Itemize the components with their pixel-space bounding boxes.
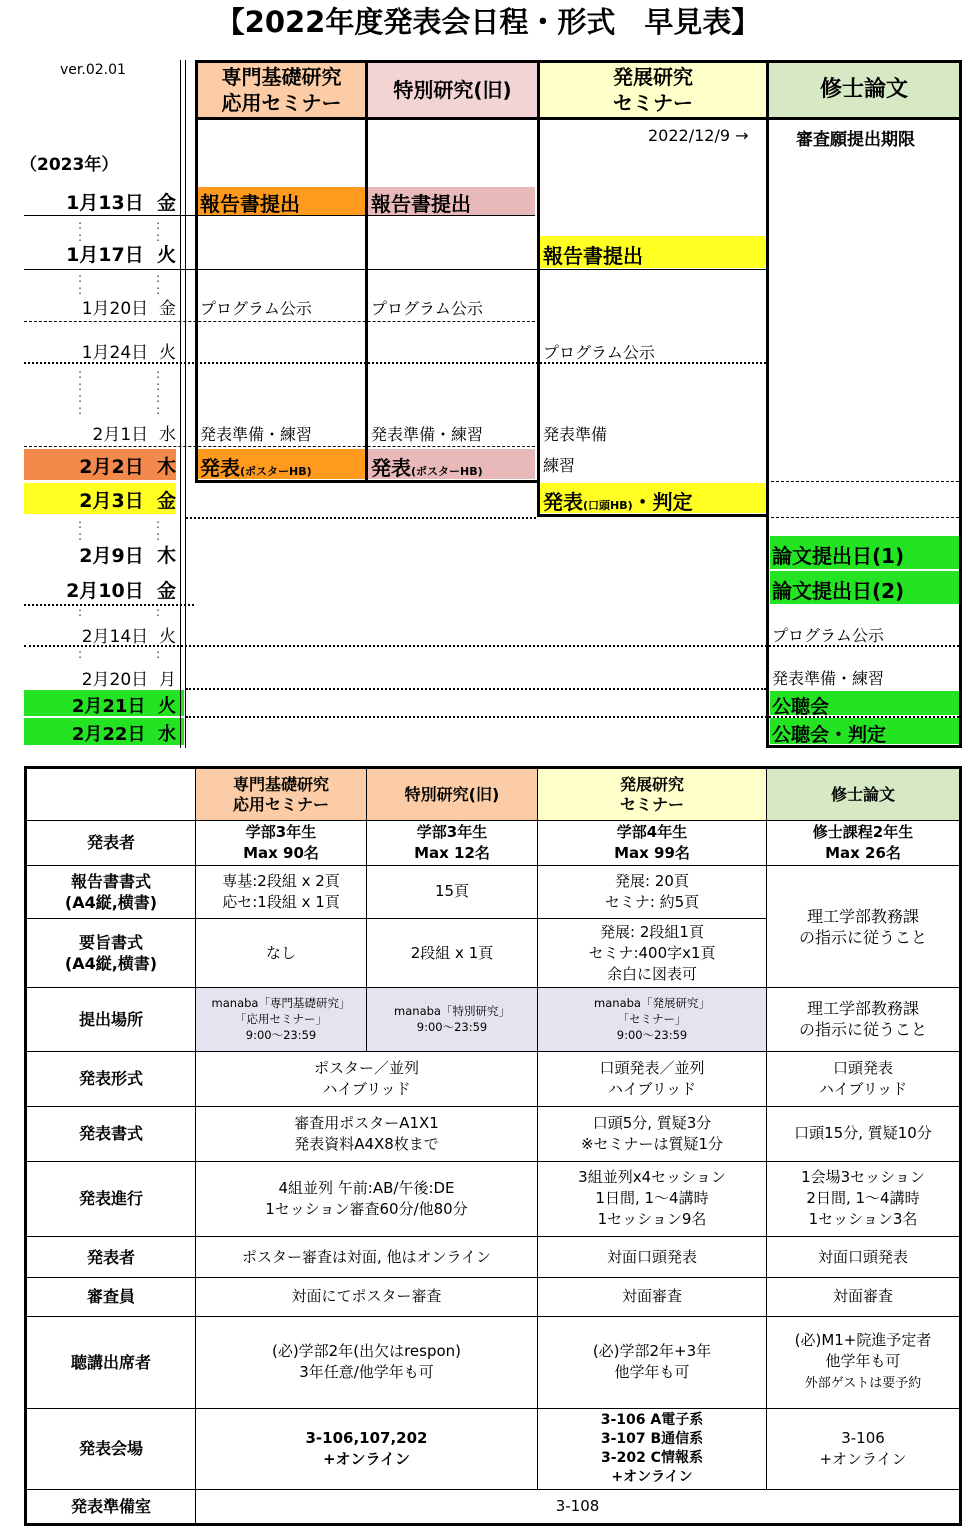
col2-report: 報告書提出 xyxy=(371,192,471,216)
row-label-presenter-mode: 発表者 xyxy=(26,1237,196,1278)
row-line xyxy=(186,688,766,690)
row-label-presentation-style: 発表形式 xyxy=(26,1051,196,1106)
row-line xyxy=(24,321,535,322)
cell: 発展: 2段組1頁 セミナ:400字x1頁 余白に図表可 xyxy=(538,918,767,987)
row-line xyxy=(766,517,959,518)
col3-program: プログラム公示 xyxy=(543,343,655,362)
table-corner xyxy=(26,768,196,821)
cell: 3-106 +オンライン xyxy=(767,1408,961,1490)
row-line xyxy=(24,269,766,270)
cell: 1会場3セッション 2日間, 1～4講時 1セッション3名 xyxy=(767,1161,961,1236)
row-label-report-format: 報告書書式 (A4縦,横書) xyxy=(26,865,196,918)
gap-dots: : : xyxy=(156,517,161,543)
cell: 4組並列 午前:AB/午後:DE 1セッション審査60分/他80分 xyxy=(196,1161,538,1236)
row-label-progress: 発表進行 xyxy=(26,1161,196,1236)
cell: 学部4年生 Max 99名 xyxy=(538,821,767,866)
row-label-abstract-format: 要旨書式 (A4縦,横書) xyxy=(26,918,196,987)
date-feb1: 2月1日 水 xyxy=(92,425,176,445)
schedule-header-col2: 特別研究(旧) xyxy=(365,60,540,120)
cell: 口頭発表／並列 ハイブリッド xyxy=(538,1051,767,1106)
row-line xyxy=(24,604,194,606)
cell: (必)M1+院進予定者 他学年も可 外部ゲストは要予約 xyxy=(767,1316,961,1408)
col4-public-hearing-judge: 公聴会・判定 xyxy=(772,724,887,746)
cell: 口頭5分, 質疑3分 ※セミナーは質疑1分 xyxy=(538,1106,767,1161)
col2-prep: 発表準備・練習 xyxy=(371,425,484,444)
cell: 口頭15分, 質疑10分 xyxy=(767,1106,961,1161)
cell: manaba「特別研究」 9:00～23:59 xyxy=(367,988,538,1051)
cell: 学部3年生 Max 90名 xyxy=(196,821,367,866)
col1-present: 発表(ポスターHB) xyxy=(200,456,312,480)
cell: ポスター／並列 ハイブリッド xyxy=(196,1051,538,1106)
col3-practice: 練習 xyxy=(543,456,576,475)
cell: 理工学部教務課 の指示に従うこと xyxy=(767,988,961,1051)
col3-report: 報告書提出 xyxy=(543,244,643,268)
cell: (必)学部2年(出欠はrespon) 3年任意/他学年も可 xyxy=(196,1316,538,1408)
col4-left-border xyxy=(766,118,769,748)
gap-dots: : : xyxy=(78,271,83,297)
schedule-header-col4: 修士論文 xyxy=(766,60,962,120)
table-header-col4: 修士論文 xyxy=(767,768,961,821)
cell: 学部3年生 Max 12名 xyxy=(367,821,538,866)
col3-start-marker: 2022/12/9 → xyxy=(648,126,749,145)
cell: 対面審査 xyxy=(538,1278,767,1317)
row-label-audience: 聴講出席者 xyxy=(26,1316,196,1408)
year-label: （2023年） xyxy=(20,155,119,175)
table-header-col2: 特別研究(旧) xyxy=(367,768,538,821)
gap-dots: : xyxy=(78,647,83,661)
schedule-header-col3: 発展研究 セミナー xyxy=(537,60,769,120)
gap-dots: : : xyxy=(156,218,161,244)
col4-thesis1: 論文提出日(1) xyxy=(772,544,905,568)
date-feb2: 2月2日 木 xyxy=(79,456,176,478)
version-label: ver.02.01 xyxy=(60,62,126,78)
date-feb21: 2月21日 火 xyxy=(71,696,176,717)
table-header-col3: 発展研究 セミナー xyxy=(538,768,767,821)
cell: 3-106 A電子系 3-107 B通信系 3-202 C情報系 +オンライン xyxy=(538,1408,767,1490)
row-label-presenter: 発表者 xyxy=(26,821,196,866)
date-jan13: 1月13日 金 xyxy=(66,192,176,214)
cell: 対面審査 xyxy=(767,1278,961,1317)
col4-deadline-label: 審査願提出期限 xyxy=(796,130,915,150)
cell: なし xyxy=(196,918,367,987)
gap-dots: : xyxy=(156,647,161,661)
row-label-prep-room: 発表準備室 xyxy=(26,1490,196,1525)
cell: 3-106,107,202 +オンライン xyxy=(196,1408,538,1490)
page-title: 【2022年度発表会日程・形式 早見表】 xyxy=(215,5,761,39)
col1-program: プログラム公示 xyxy=(200,299,312,318)
cell: manaba「専門基礎研究」 「応用セミナー」 9:00～23:59 xyxy=(196,988,367,1051)
cell: 15頁 xyxy=(367,865,538,918)
cell: 修士課程2年生 Max 26名 xyxy=(767,821,961,866)
col4-program: プログラム公示 xyxy=(772,626,884,645)
cell: 専基:2段組 x 2頁 応セ:1段組 x 1頁 xyxy=(196,865,367,918)
date-jan17: 1月17日 火 xyxy=(66,244,176,266)
col3-present: 発表(口頭HB)・判定 xyxy=(543,490,693,514)
col3-prep: 発表準備 xyxy=(543,425,608,444)
date-feb14: 2月14日 火 xyxy=(81,627,176,647)
schedule-header-col1: 専門基礎研究 応用セミナー xyxy=(195,60,368,120)
cell: manaba「発展研究」 「セミナー」 9:00～23:59 xyxy=(538,988,767,1051)
cell: 理工学部教務課 の指示に従うこと xyxy=(767,865,961,987)
gap-dots: : : : : xyxy=(78,367,83,417)
gap-dots: : : xyxy=(156,271,161,297)
date-feb22: 2月22日 水 xyxy=(71,724,176,745)
row-label-examiner: 審査員 xyxy=(26,1278,196,1317)
col4-public-hearing: 公聴会 xyxy=(772,696,830,718)
row-line xyxy=(766,481,959,482)
cell: 2段組 x 1頁 xyxy=(367,918,538,987)
col2-present: 発表(ポスターHB) xyxy=(371,456,483,480)
date-jan20: 1月20日 金 xyxy=(81,299,176,319)
cell: (必)学部2年+3年 他学年も可 xyxy=(538,1316,767,1408)
gap-dots: : xyxy=(156,605,161,619)
row-label-venue: 発表会場 xyxy=(26,1408,196,1490)
cell: 3-108 xyxy=(196,1490,961,1525)
cell: 対面にてポスター審査 xyxy=(196,1278,538,1317)
col4-thesis2: 論文提出日(2) xyxy=(772,579,905,603)
cell: 対面口頭発表 xyxy=(538,1237,767,1278)
row-line xyxy=(186,517,536,519)
gap-dots: : xyxy=(78,605,83,619)
date-feb10: 2月10日 金 xyxy=(66,580,176,602)
row-line xyxy=(186,716,959,718)
cell: 口頭発表 ハイブリッド xyxy=(767,1051,961,1106)
cell: 対面口頭発表 xyxy=(767,1237,961,1278)
col4-right-border xyxy=(959,118,962,748)
table-header-col1: 専門基礎研究 応用セミナー xyxy=(196,768,367,821)
date-feb3: 2月3日 金 xyxy=(79,490,176,512)
cell: ポスター審査は対面, 他はオンライン xyxy=(196,1237,538,1278)
cell: 発展: 20頁 セミナ: 約5頁 xyxy=(538,865,767,918)
gap-dots: : : xyxy=(78,517,83,543)
date-feb20: 2月20日 月 xyxy=(81,670,176,690)
cell: 審査用ポスターA1X1 発表資料A4X8枚まで xyxy=(196,1106,538,1161)
col1-prep: 発表準備・練習 xyxy=(200,425,313,444)
row-label-presentation-format: 発表書式 xyxy=(26,1106,196,1161)
date-jan24: 1月24日 火 xyxy=(81,343,176,363)
gap-dots: : : xyxy=(78,218,83,244)
col2-program: プログラム公示 xyxy=(371,299,483,318)
format-table xyxy=(24,766,962,1526)
col4-prep: 発表準備・練習 xyxy=(772,669,885,688)
col1-report: 報告書提出 xyxy=(200,192,300,216)
row-label-submission: 提出場所 xyxy=(26,988,196,1051)
gap-dots: : : : : xyxy=(156,367,161,417)
date-feb9: 2月9日 木 xyxy=(79,545,176,567)
row-line xyxy=(24,446,535,447)
cell: 3組並列x4セッション 1日間, 1～4講時 1セッション9名 xyxy=(538,1161,767,1236)
